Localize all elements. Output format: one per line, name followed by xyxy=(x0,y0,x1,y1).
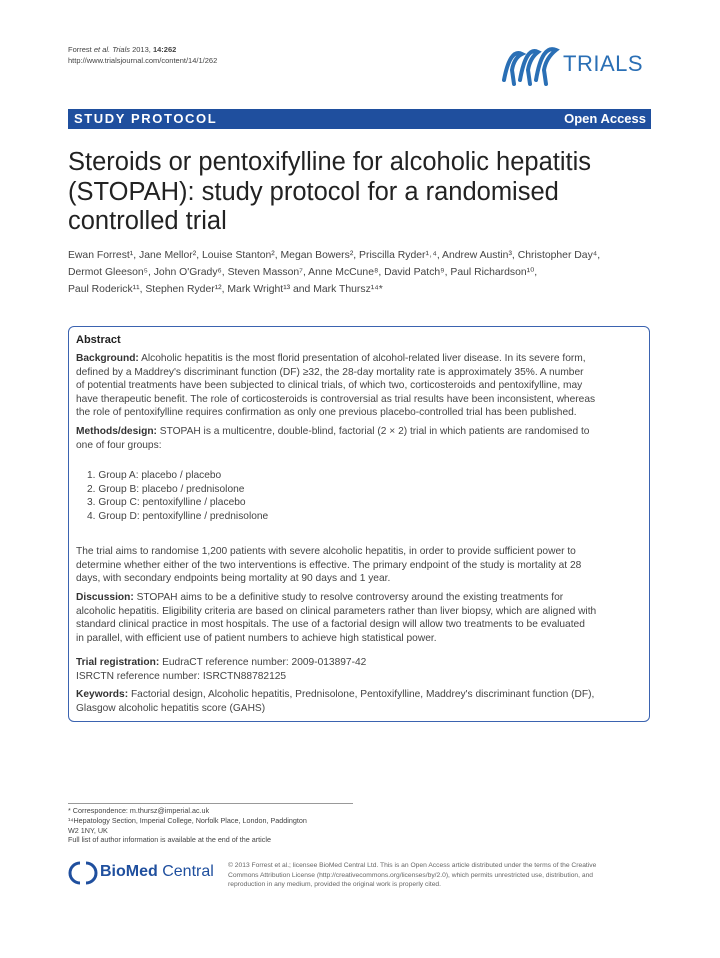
article-title xyxy=(68,148,658,237)
article-type-banner xyxy=(68,109,651,129)
citation-volume: 14:262 xyxy=(152,45,177,54)
abstract-discussion xyxy=(76,591,646,645)
group-list xyxy=(87,469,268,523)
affiliation-note: W2 1NY, UK xyxy=(68,825,108,835)
trial-registration-label: Trial registration: xyxy=(76,657,160,668)
author-line: Ewan Forrest¹, Jane Mellor², Louise Stanton², Megan Bowers², Priscilla Ryder¹˒⁴, Andrew Austin³, Christopher Day⁴, xyxy=(68,250,601,261)
title-line: Steroids or pentoxifylline for alcoholic hepatitis xyxy=(68,148,592,176)
aims-text: determine whether either of the two interventions is effective. The primary endpoint of the study is mortality at 28 xyxy=(76,559,582,571)
list-item: 4. Group D: pentoxifylline / prednisolone xyxy=(87,510,269,522)
trials-logo xyxy=(500,40,650,90)
affiliation-note: ¹⁴Hepatology Section, Imperial College, Norfolk Place, London, Paddington xyxy=(68,815,307,825)
central-name: Central xyxy=(157,863,214,880)
biomed-central-logo xyxy=(68,860,218,886)
author-info-note: Full list of author information is available at the end of the article xyxy=(68,835,271,845)
keywords-label: Keywords: xyxy=(76,689,129,700)
author-line: Paul Roderick¹¹, Stephen Ryder¹², Mark Wright¹³ and Mark Thursz¹⁴* xyxy=(68,284,383,295)
background-label: Background: xyxy=(76,353,139,364)
citation-author: Forrest xyxy=(68,45,92,54)
eudract-number: EudraCT reference number: 2009-013897-42 xyxy=(162,657,367,668)
discussion-text: alcoholic hepatitis. Eligibility criteria are based on clinical parameters rather than liver biopsy, which are aligned with xyxy=(76,605,597,617)
open-access-label: Open Access xyxy=(564,111,646,126)
citation-journal: et al. Trials xyxy=(93,45,130,54)
list-item: 2. Group B: placebo / prednisolone xyxy=(87,483,245,495)
list-item: 3. Group C: pentoxifylline / placebo xyxy=(87,497,246,509)
discussion-text: STOPAH aims to be a definitive study to resolve controversy around the existing treatments for xyxy=(136,592,564,603)
trials-logo-icon xyxy=(500,40,562,90)
isrctn-number: ISRCTN reference number: ISRCTN88782125 xyxy=(76,670,287,682)
footnotes xyxy=(68,806,307,845)
abstract-trial-registration xyxy=(76,656,646,683)
biomed-central-logo-icon xyxy=(68,860,98,886)
abstract-aims xyxy=(76,545,646,586)
abstract-background xyxy=(76,352,646,420)
license-line: Commons Attribution License (http://creativecommons.org/licenses/by/2.0), which permits unrestricted use, distribution, and xyxy=(228,871,594,879)
author-list xyxy=(68,247,668,298)
title-line: controlled trial xyxy=(68,207,227,235)
biomed-name-bold: BioMed xyxy=(100,863,158,880)
list-item: 1. Group A: placebo / placebo xyxy=(87,470,222,481)
abstract-box xyxy=(68,326,650,722)
correspondence-note: * Correspondence: m.thursz@imperial.ac.uk xyxy=(68,806,210,815)
abstract-keywords xyxy=(76,688,646,715)
license-line: © 2013 Forrest et al.; licensee BioMed Central Ltd. This is an Open Access article distributed under the terms of the Creative xyxy=(228,862,597,869)
article-url[interactable]: http://www.trialsjournal.com/content/14/1/262 xyxy=(68,55,218,65)
background-text: defined by a Maddrey's discriminant function (DF) ≥32, the 28-day mortality rate is approximately 35%. A number xyxy=(76,366,584,378)
abstract-methods xyxy=(76,425,646,452)
abstract-heading: Abstract xyxy=(76,334,121,346)
background-text: of potential treatments have been subjected to clinical trials, of which two, corticosteroids and pentoxifylline, may xyxy=(76,380,583,392)
methods-text: STOPAH is a multicentre, double-blind, factorial (2 × 2) trial in which patients are randomised to xyxy=(159,426,590,437)
biomed-central-name xyxy=(100,863,214,881)
author-line: Dermot Gleeson⁵, John O'Grady⁶, Steven Masson⁷, Anne McCune⁸, David Patch⁹, Paul Richardson¹⁰, xyxy=(68,267,538,278)
citation-year: 2013, xyxy=(132,45,151,54)
background-text: Alcoholic hepatitis is the most florid presentation of alcohol-related liver disease. In its severe form, xyxy=(141,353,586,364)
aims-text: The trial aims to randomise 1,200 patients with severe alcoholic hepatitis, in order to provide sufficient power to xyxy=(76,546,576,557)
discussion-text: standard clinical practice in most hospitals. The use of a factorial design will allow two treatments to be evaluated xyxy=(76,619,585,631)
study-protocol-label: STUDY PROTOCOL xyxy=(74,111,218,126)
discussion-text: in parallel, with efficient use of patient numbers to achieve high statistical power. xyxy=(76,632,437,644)
methods-text: one of four groups: xyxy=(76,439,162,451)
background-text: the role of pentoxifylline requires confirmation as only one previous placebo-controlled trial has been published. xyxy=(76,407,577,419)
footnote-divider xyxy=(68,803,353,804)
discussion-label: Discussion: xyxy=(76,592,134,603)
methods-label: Methods/design: xyxy=(76,426,157,437)
license-line: reproduction in any medium, provided the original work is properly cited. xyxy=(228,881,441,888)
license-notice xyxy=(228,861,648,890)
background-text: have therapeutic benefit. The role of corticosteroids is controversial as trial results have been inconsistent, whereas xyxy=(76,393,596,405)
keywords-text: Factorial design, Alcoholic hepatitis, Prednisolone, Pentoxifylline, Maddrey's discriminant function (DF), xyxy=(130,689,595,700)
trials-logo-text: TRIALS xyxy=(563,51,644,76)
title-line: (STOPAH): study protocol for a randomised xyxy=(68,177,559,206)
aims-text: days, with secondary endpoints being mortality at 90 days and 1 year. xyxy=(76,573,391,585)
keywords-text: Glasgow alcoholic hepatitis score (GAHS) xyxy=(76,702,266,714)
citation-header xyxy=(68,45,217,66)
